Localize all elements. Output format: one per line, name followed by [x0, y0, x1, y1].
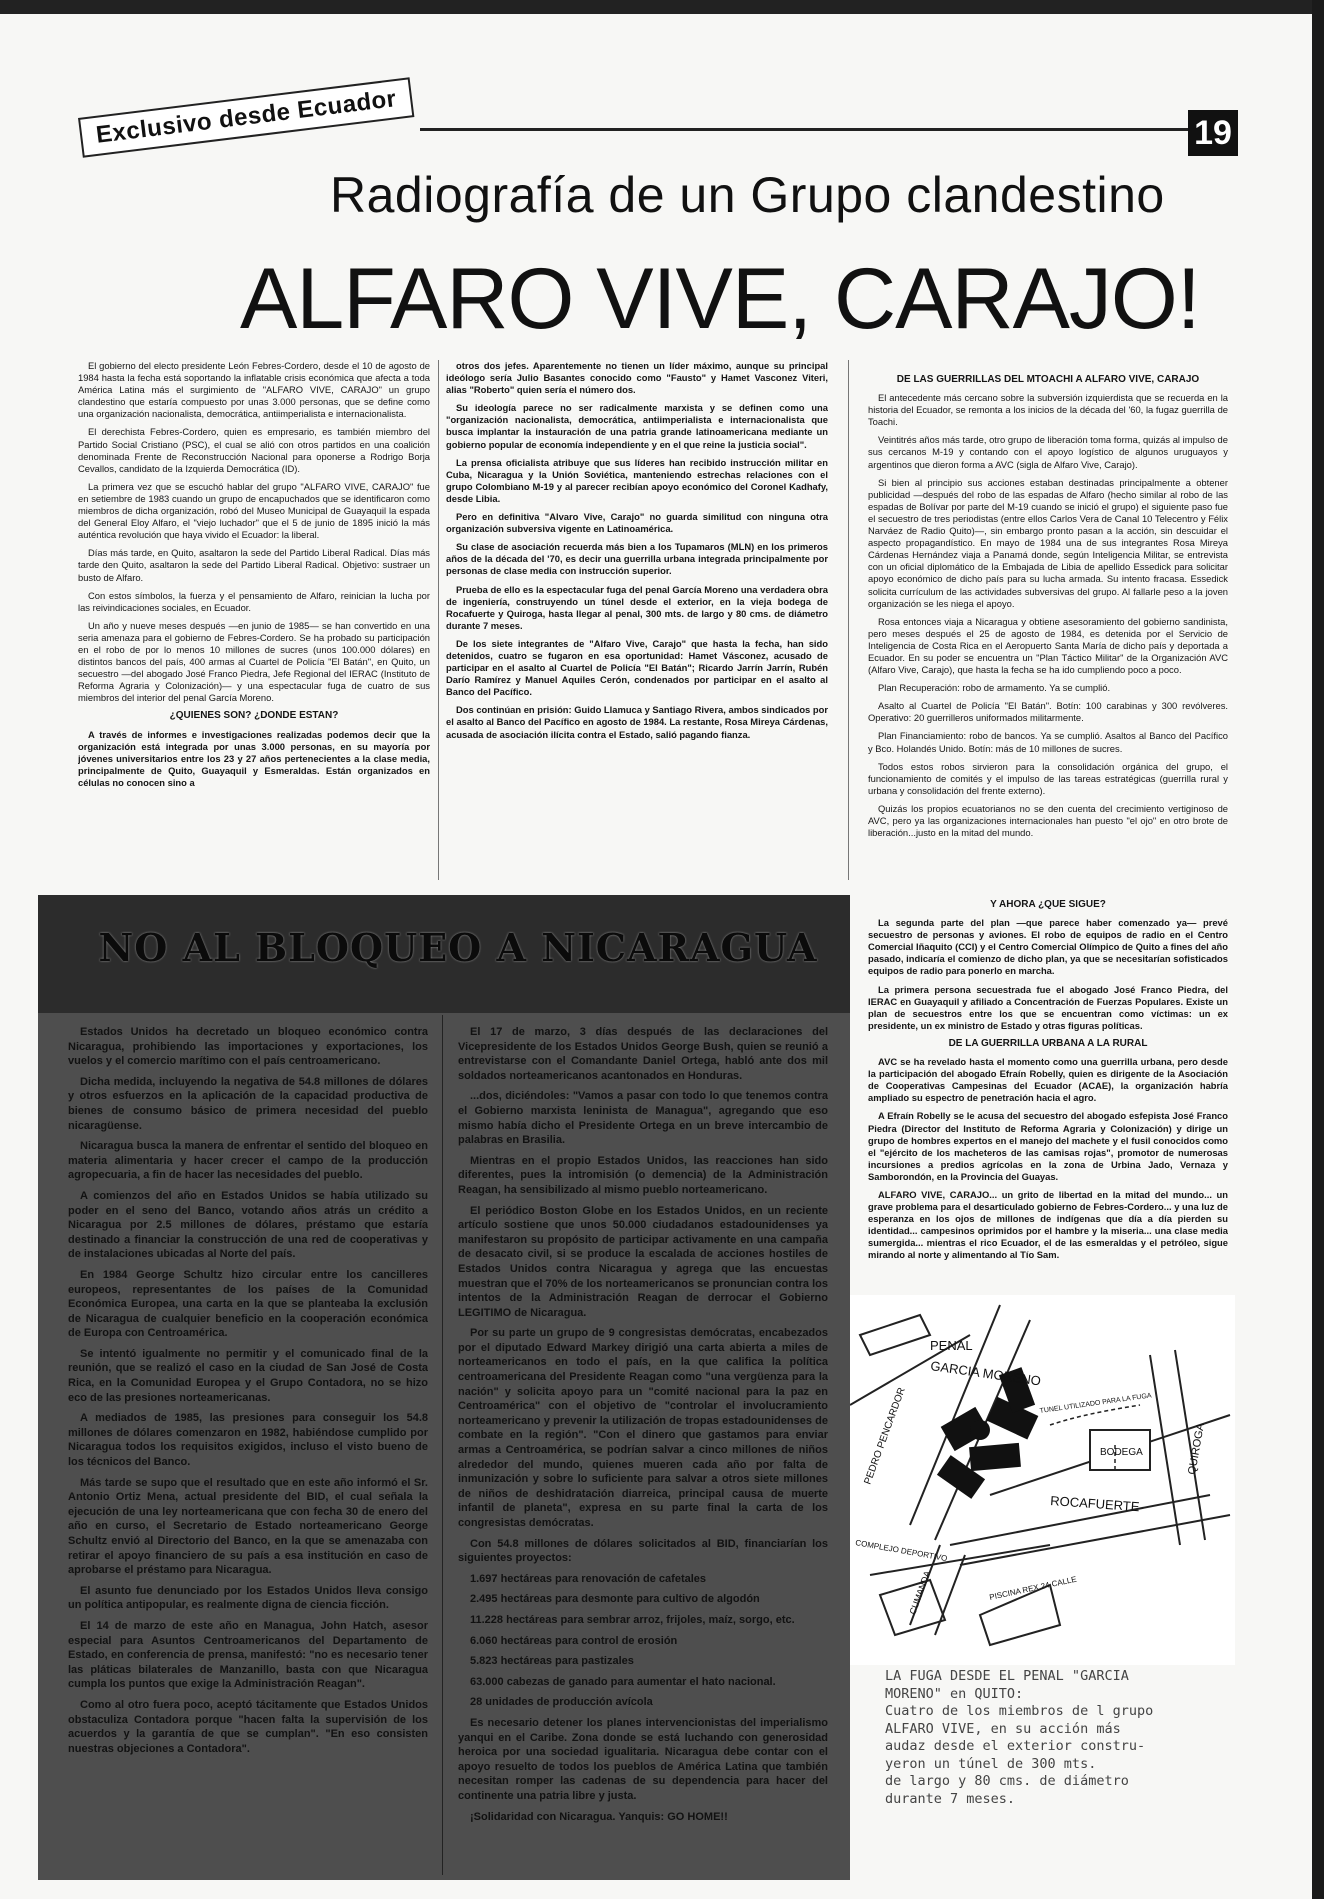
paragraph: Si bien al principio sus acciones estaban destinadas principalmente a obtener publicidad —después del robo de las espadas de Alfaro (hecho similar al robo de las espadas de Bolívar por parte del M-19 cuando se inició el grupo) el siguiente paso fue el secuestro de tres periodistas (entre ellos Carlos Vera de Canal 10 Telecentro y Félix Narváez de Radio Quito)—, sin embargo pronto pasan a la acción, sin descuidar el aspecto propagandístico. En mayo de 1984 una de sus integrantes Rosa Mireya Cárdenas Hernández viaja a Panamá donde, según Inteligencia Militar, se entrevista con un oficial diplomático de la Embajada de Libia de apellido Essedick para solicitar apoyo económico de dicho país para su lucha armada. Su intento fracasa. Essedick solicita currículum de las actividades subversivas del grupo. Al fallarle peso a la joven organización se les niega el apoyo. [868, 476, 1228, 609]
paragraph: Dos continúan en prisión: Guido Llamuca y Santiago Rivera, ambos sindicados por el asalto al Banco del Pacífico en agosto de 1984. La restante, Rosa Mireya Cárdenas, acusada de asociación ilícita contra el Estado, salió pagando fianza. [446, 704, 828, 740]
paragraph: AVC se ha revelado hasta el momento como una guerrilla urbana, pero desde la participación del abogado Efraín Robelly, quien es dirigente de la Asociación de Cooperativas Campesinas del Ecuador (ACAE), la organización habría ampliado su espectro de penetración hacia el agro. [868, 1056, 1228, 1104]
paragraph: En 1984 George Schultz hizo circular entre los cancilleres europeos, representantes de los países de la Comunidad Económica Europea, una carta en la que se planteaba la exclusión de Nicaragua de cualquier beneficio en la cooperación económica de Europa con Centroamérica. [68, 1268, 428, 1340]
right-edge [1312, 0, 1324, 1899]
caption-line: MORENO" en QUITO: [885, 1685, 1024, 1702]
map-drawing [850, 1295, 1235, 1665]
paragraph: Su clase de asociación recuerda más bien a los Tupamaros (MLN) en los primeros años de la década del '70, es decir una guerrilla urbana integrada principalmente por personas de clase media con instrucción superior. [446, 541, 828, 577]
paragraph: Es necesario detener los planes intervencionistas del imperialismo yanqui en el Caribe. Zona donde se está luchando con generosidad heroica por una sociedad igualitaria. Nicaragua debe contar con el apoyo resuelto de todos los pueblos de América Latina que también necesitan romper las cadenas de su dependencia para hacer del continente una patria libre y justa. [458, 1716, 828, 1802]
box-column-right [458, 1025, 828, 1870]
paragraph: otros dos jefes. Aparentemente no tienen un líder máximo, aunque su principal ideólogo sería Julio Basantes conocido como "Fausto" y Hamet Vasconez Viteri, alias "Roberto" quien sería el número dos. [446, 360, 828, 396]
paragraph: Su ideología parece no ser radicalmente marxista y se definen como una "organización nacionalista, democrática, antiimperialista e internacionalista que busca implantar la instauración de una patria grande latinoamericana mediante un gobierno popular de economía independiente y en el que reine la justicia social". [446, 402, 828, 450]
paragraph: El 17 de marzo, 3 días después de las declaraciones del Vicepresidente de los Estados Unidos George Bush, quien se reunió a entrevistarse con el Comandante Daniel Ortega, habló ante dos mil soldados norteamericanos acantonados en Honduras. [458, 1026, 828, 1082]
list-item: 1.697 hectáreas para renovación de cafetales [470, 1572, 707, 1585]
paragraph: A comienzos del año en Estados Unidos se había utilizado su poder en el seno del Banco, votando años atrás un crédito a Nicaragua por 2.5 millones de dólares, préstamo que estaría destinado a financiar la construcción de una red de cooperativas y de instalaciones ubicadas al Norte del país. [68, 1189, 428, 1261]
paragraph: Mientras en el propio Estados Unidos, las reacciones han sido diferentes, pues la intromisión (o demencia) de la Administración Reagan, ha sensibilizado al mismo pueblo norteamericano. [458, 1154, 828, 1196]
caption-line: LA FUGA DESDE EL PENAL "GARCIA [885, 1668, 1129, 1684]
column-3-continued [868, 895, 1228, 1295]
paragraph: El antecedente más cercano sobre la subversión izquierdista que se recuerda en la historia del Ecuador, se remonta a los inicios de la década del '60, la fugaz guerrilla de Toachi. [868, 392, 1228, 428]
column-divider [438, 360, 439, 880]
column-divider [848, 360, 849, 880]
paragraph: Veintitrés años más tarde, otro grupo de liberación toma forma, quizás al impulso de sus cercanos M-19 y contando con el apoyo logístico de algunos uruguayos y argentinos que dieron forma a AVC (sigla de Alfaro Vive, Carajo). [868, 434, 1228, 470]
subheading: ¿QUIENES SON? ¿DONDE ESTAN? [169, 710, 339, 722]
caption-line: audaz desde el exterior constru- [885, 1738, 1146, 1754]
paragraph: De los siete integrantes de "Alfaro Vive, Carajo" que hasta la fecha, han sido detenidos, cuatro se fugaron en esa oportunidad: Hamet Vásconez, acusado de participar en el asalto al Cuartel de Policía "El Batán"; Ricardo Jarrín Jarrín, Rubén Darío Ramírez y Manuel Aquiles Cerón, condenados por participar en el asalto al Banco del Pacífico. [446, 637, 828, 698]
page-number: 19 [1188, 110, 1238, 156]
paragraph: La segunda parte del plan —que parece haber comenzado ya— prevé secuestro de personas y aviones. El robo de equipos de radio en el Centro Comercial Iñaquito (CCI) y el Centro Comercial Olímpico de Quito a fines del año pasado, indicaría el comienzo de dicho plan, ya que se necesitarían sofisticados equipos de radio para ponerlo en marcha. [868, 917, 1228, 977]
caption-line: yeron un túnel de 300 mts. [885, 1755, 1097, 1772]
paragraph: Todos estos robos sirvieron para la consolidación orgánica del grupo, el funcionamiento de comités y el impulso de las tareas estratégicas (guerrilla rural y urbana y consolidación del frente externo). [868, 760, 1228, 796]
paragraph: El gobierno del electo presidente León Febres-Cordero, desde el 10 de agosto de 1984 hasta la fecha está soportando la inflatable crisis económica que afecta a toda América Latina más el surgimiento de "ALFARO VIVE, CARAJO" un grupo clandestino que estaría compuesto por unas 3.000 personas, que se define como una organización nacionalista, democrática, antiimperialista e internacionalista. [78, 360, 430, 420]
header-rule [420, 128, 1190, 131]
paragraph: Rosa entonces viaja a Nicaragua y obtiene asesoramiento del gobierno sandinista, pero meses después el 25 de agosto de 1984, es detenida por el Servicio de Inteligencia de Costa Rica en el Aeropuerto Santa María de dicho país y deportada a Ecuador. En su poder se encuentra un "Plan Táctico Militar" de la Organización AVC (Alfaro Vive, Carajo), que hasta la fecha se ha ido cumpliendo poco a poco. [868, 615, 1228, 676]
column-1 [78, 360, 430, 915]
paragraph: Plan Financiamiento: robo de bancos. Ya se cumplió. Asaltos al Banco del Pacífico y Bco. Holandés Unido. Botín: más de 10 millones de sucres. [868, 730, 1228, 754]
paragraph: Estados Unidos ha decretado un bloqueo económico contra Nicaragua, prohibiendo las importaciones y exportaciones, los vuelos y el comercio marítimo con el país centroamericano. [68, 1026, 428, 1068]
caption-line: durante 7 meses. [885, 1790, 1016, 1807]
paragraph: El periódico Boston Globe en los Estados Unidos, en un reciente artículo sostiene que unos 50.000 ciudadanos estadounidenses ya manifestaron su propósito de participar activamente en una campaña de desacato civil, si se produce la escalada de acciones hostiles de Estados Unidos contra Nicaragua y agrega que las encuestas muestran que el 70% de los norteamericanos se pronuncian contra los intentos de la Administración Reagan de derrocar el Gobierno LEGITIMO de Nicaragua. [458, 1204, 828, 1319]
box-title: NO AL BLOQUEO A NICARAGUA [98, 925, 818, 970]
list-item: 5.823 hectáreas para pastizales [470, 1655, 634, 1668]
list-item: 11.228 hectáreas para sembrar arroz, frijoles, maíz, sorgo, etc. [470, 1613, 795, 1626]
box-divider [442, 1015, 443, 1875]
caption-line: ALFARO VIVE, en su acción más [885, 1720, 1121, 1737]
section-tag: Exclusivo desde Ecuador [78, 77, 415, 157]
caption-line: Cuatro de los miembros de l grupo [885, 1703, 1154, 1719]
map-label-penal: PENAL [930, 1338, 973, 1353]
list-item: 6.060 hectáreas para control de erosión [470, 1634, 678, 1647]
box-column-left [68, 1025, 428, 1870]
article-subtitle: Radiografía de un Grupo clandestino [330, 167, 1165, 223]
map-label-pedro: PEDRO PENCARDOR [862, 1386, 908, 1487]
paragraph: El 14 de marzo de este año en Managua, John Hatch, asesor especial para Asuntos Centroamericanos del Departamento de Estado, en conferencia de prensa, manifestó: "no es necesario tener las pláticas bilaterales de Manzanillo, basta con que Nicaragua cumpla los puntos que exige la Administración Reagan". [68, 1619, 428, 1691]
paragraph: Nicaragua busca la manera de enfrentar el sentido del bloqueo en materia alimentaria y hacer crecer el campo de la producción agropecuaria, a fin de hacer las necesidades del pueblo. [68, 1140, 428, 1182]
map-label-garcia: GARCIA MORENO [929, 1358, 1042, 1389]
map-label-tunel: TUNEL UTILIZADO PARA LA FUGA [1039, 1392, 1152, 1415]
paragraph: La prensa oficialista atribuye que sus líderes han recibido instrucción militar en Cuba, Nicaragua y la Unión Soviética, manteniendo estrechas relaciones con el grupo Colombiano M-19 y al parecer recibían apoyo económico del Coronel Kadhafy, desde Libia. [446, 456, 828, 504]
column-3 [868, 370, 1228, 892]
map-label-cumanda: CUMANDA [907, 1569, 933, 1616]
list-item: 63.000 cabezas de ganado para aumentar el hato nacional. [470, 1675, 776, 1688]
map-label-rocafuerte: ROCAFUERTE [1049, 1493, 1140, 1515]
paragraph: A través de informes e investigaciones realizadas podemos decir que la organización está integrada por unas 3.000 personas, en su mayoría por jóvenes universitarios entre los 23 y 27 años pertenecientes a la clase media, principalmente de Quito, Guayaquil y Esmeraldas. Están organizados en células no conocen sino a [78, 728, 430, 788]
paragraph: El asunto fue denunciado por los Estados Unidos lleva consigo un política antipopular, es realmente digna de ciencia ficción. [68, 1584, 428, 1612]
paragraph: Con 54.8 millones de dólares solicitados al BID, financiarían los siguientes proyectos: [458, 1537, 828, 1565]
paragraph: ALFARO VIVE, CARAJO... un grito de libertad en la mitad del mundo... un grave problema para el desarticulado gobierno de Febres-Cordero... y una luz de esperanza en los ojos de millones de indígenas que día a día pierden su identidad... campesinos oprimidos por el hambre y la miseria... una clase media sumergida... mientras el rico Ecuador, el de las esmeraldas y el petróleo, sigue mirando al norte y alimentando al Tío Sam. [868, 1188, 1228, 1261]
paragraph: Como al otro fuera poco, aceptó tácitamente que Estados Unidos obstaculiza Contadora porque "hacen falta la supervisión de los acuerdos y la garantía de que se cumplan". "En eso consisten nuestras objeciones a Contadora". [68, 1698, 428, 1755]
paragraph: El derechista Febres-Cordero, quien es empresario, es también miembro del Partido Social Cristiano (PSC), el cual se alió con otros partidos en una coalición denominada Frente de Reconstrucción Nacional para oponerse a Rodrigo Borja Cevallos, candidato de la Izquierda Democrática (ID). [78, 426, 430, 474]
column-2 [446, 360, 828, 880]
paragraph: Por su parte un grupo de 9 congresistas demócratas, encabezados por el diputado Edward Markey dirigió una carta abierta a miles de norteamericanos en todo el país, en la que califica la política centroamericana del Presidente Reagan como "una vergüenza para la nación" y solicita apoyo para un "comité nacional para la paz en Centroamérica" con el objetivo de "controlar el involucramiento norteamericano y prevenir la utilización de tropas estadounidenses de combate en la región". "Con el dinero que gastamos para enviar armas a Centroamérica, se podrían salvar a cinco millones de niños alrededor del mundo, quienes mueren cada año por falta de inmunización y sobre lo suficiente para salvar a otros siete millones de niños de deshidratación diarreica, principal causa de muerte infantil de planeta", expresa en su parte final la carta de los congresistas demócratas. [458, 1327, 828, 1529]
paragraph: A Efraín Robelly se le acusa del secuestro del abogado esfepista José Franco Piedra (Director del Instituto de Reforma Agraria y Colonización) y dirige un grupo de hombres expertos en el manejo del machete y el fusil conocidos como el "ejército de los macheteros de las camisas rojas", promotor de numerosas incursiones a predios agrícolas en la zona de Urbina Jado, Vernaza y Samborondón, en la Provincia del Guayas. [868, 1110, 1228, 1182]
subheading: DE LA GUERRILLA URBANA A LA RURAL [948, 1037, 1148, 1049]
paragraph: Dicha medida, incluyendo la negativa de 54.8 millones de dólares y otros esfuerzos en la aplicación de la capacidad productiva de bienes de consumo básico de primera necesidad del pueblo nicaragüense. [68, 1075, 428, 1132]
paragraph: La primera persona secuestrada fue el abogado José Franco Piedra, del IERAC en Guayaquil y afiliado a Concentración de Fuerzas Populares. Existe un plan de secuestros entre los que se encuentran como víctimas: un ex presidente, un ex ministro de Estado y otras figuras políticas. [868, 983, 1228, 1031]
paragraph: ¡Solidaridad con Nicaragua. Yanquis: GO HOME!! [470, 1810, 728, 1823]
paragraph: Días más tarde, en Quito, asaltaron la sede del Partido Liberal Radical. Días más tarde den Quito, asaltaron la sede del Partido Liberal Radical. Objetivo: sustraer un busto de Alfaro. [78, 547, 430, 583]
paragraph: A mediados de 1985, las presiones para conseguir los 54.8 millones de dólares comenzaron en 1982, habiéndose cumplido por Nicaragua todos los requisitos exigidos, incluso el visto bueno de los técnicos del Banco. [68, 1412, 428, 1469]
article-title: ALFARO VIVE, CARAJO! [240, 251, 1200, 347]
nicaragua-box [38, 895, 850, 1880]
paragraph: Asalto al Cuartel de Policía "El Batán". Botín: 100 carabinas y 300 revólveres. Operativo: 20 guerrilleros uniformados militarmente. [868, 700, 1228, 724]
list-item: 2.495 hectáreas para desmonte para cultivo de algodón [470, 1593, 760, 1606]
map-label-complejo: COMPLEJO DEPORTIVO [854, 1538, 949, 1564]
top-border [0, 0, 1324, 14]
list-item: 28 unidades de producción avícola [470, 1696, 653, 1709]
paragraph: ...dos, diciéndoles: "Vamos a pasar con todo lo que tenemos contra el Gobierno marxista leninista de Managua", agregando que eso mismo había dicho el Presidente Ortega en un breve intercambio de palabras en Brasilia. [458, 1090, 828, 1147]
paragraph: La primera vez que se escuchó hablar del grupo "ALFARO VIVE, CARAJO" fue en setiembre de 1983 cuando un grupo de encapuchados que se identificaron como miembros de dicha organización, robó del Museo Municipal de Guayaquil la espada del General Eloy Alfaro, el "viejo luchador" que el 5 de junio de 1895 inició la más auténtica revolución que haya vivido el Ecuador: la liberal. [78, 480, 430, 541]
map-label-bodega: BODEGA [1100, 1447, 1143, 1458]
paragraph: Un año y nueve meses después —en junio de 1985— se han convertido en una seria amenaza para el gobierno de Febres-Cordero. Se ha probado su participación en el robo de por lo menos 10 millones de sucres (unos 100.000 dólares) en distintos bancos del país, 400 armas al Cuartel de Policía "El Batán", en Quito, un secuestro —del abogado José Franco Piedra, Jefe Regional del IERAC (Instituto de Reforma Agraria y Colonización)— y una espectacular fuga de cuatro de sus miembros del interior del penal García Moreno. [78, 619, 430, 704]
paragraph: Prueba de ello es la espectacular fuga del penal García Moreno una verdadera obra de ingeniería, construyendo un túnel desde el exterior, en la vieja bodega de Rocafuerte y Quiroga, hasta llegar al penal, 300 mts. de largo y 80 cms. de diámetro durante 7 meses. [446, 583, 828, 631]
map-label-quiroga: QUIROGA [1186, 1422, 1207, 1476]
paragraph: Se intentó igualmente no permitir y el comunicado final de la reunión, que se realizó el caso en la ciudad de San José de Costa Rica, en la Comunidad Europea y el Grupo Contadora, no se hizo eco de las presiones norteamericanas. [68, 1347, 428, 1404]
map-caption [885, 1668, 1225, 1808]
caption-line: de largo y 80 cms. de diámetro [885, 1773, 1129, 1789]
paragraph: Plan Recuperación: robo de armamento. Ya se cumplió. [878, 682, 1111, 694]
paragraph: Más tarde se supo que el resultado que en este año informó el Sr. Antonio Ortiz Mena, actual presidente del BID, el cual señala la ejecución de una ley norteamericana que con fecha 30 de enero del año en curso, el Secretario de Estado norteamericano George Schultz envió al Directorio del Banco, en la que se amenazaba con retirar el apoyo financiero de su país a esa institución en caso de aprobarse el préstamo para Nicaragua. [68, 1476, 428, 1577]
paragraph: Pero en definitiva "Alvaro Vive, Carajo" no guarda similitud con ninguna otra organización subversiva vigente en Latinoamérica. [446, 511, 828, 535]
map-label-piscina: PISCINA REX 24 CALLE [988, 1574, 1078, 1602]
subheading: DE LAS GUERRILLAS DEL MTOACHI A ALFARO VIVE, CARAJO [896, 374, 1200, 385]
paragraph: Con estos símbolos, la fuerza y el pensamiento de Alfaro, reinician la lucha por las reivindicaciones sociales, en Ecuador. [78, 589, 430, 613]
escape-map [850, 1295, 1235, 1665]
subheading: Y AHORA ¿QUE SIGUE? [990, 899, 1106, 910]
paragraph: Quizás los propios ecuatorianos no se den cuenta del crecimiento vertiginoso de AVC, pero ya las organizaciones internacionales han puesto "el ojo" en otro brote de liberación...justo en la mitad del mundo. [868, 802, 1228, 839]
